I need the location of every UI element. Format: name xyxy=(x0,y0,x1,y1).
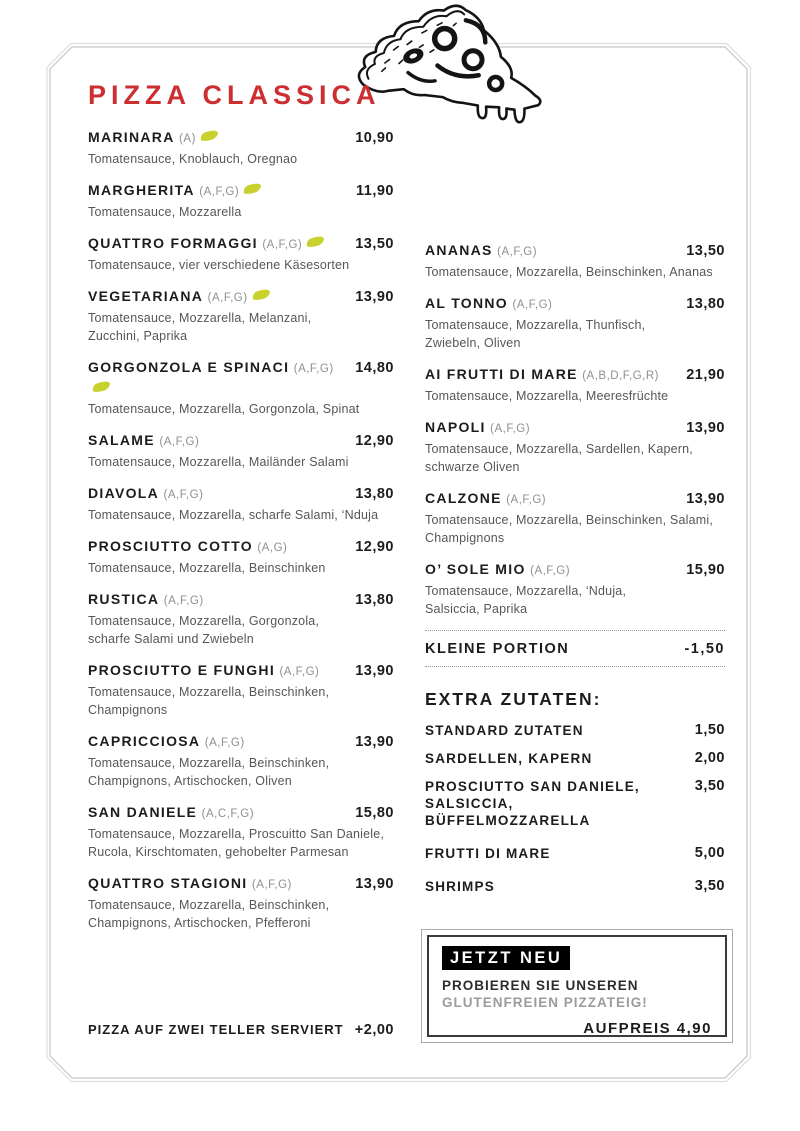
menu-item-margherita xyxy=(88,180,394,221)
item-price: 15,80 xyxy=(355,805,394,821)
item-name: QUATTRO STAGIONI xyxy=(88,875,248,891)
item-description: Tomatensauce, Mozzarella xyxy=(88,205,242,219)
item-description: Tomatensauce, Mozzarella, Gorgonzola, scharfe Salami und Zwiebeln xyxy=(88,614,320,646)
item-description: Tomatensauce, Mozzarella, Beinschinken, Champignons, Artischocken, Pfefferoni xyxy=(88,898,330,930)
item-price: 14,80 xyxy=(355,360,394,376)
extra-label: STANDARD ZUTATEN xyxy=(425,723,584,738)
item-allergens: (A,B,D,F,G,R) xyxy=(582,370,659,382)
item-description: Tomatensauce, Mozzarella, Thunfisch, Zwiebeln, Oliven xyxy=(425,318,646,350)
extra-label: FRUTTI DI MARE xyxy=(425,846,551,861)
extra-price: 3,50 xyxy=(694,778,725,794)
item-name: MARINARA xyxy=(88,129,175,145)
extra-zutaten-section xyxy=(425,689,725,895)
promo-price: AUFPREIS 4,90 xyxy=(583,1020,712,1037)
extra-price: 1,50 xyxy=(694,722,725,738)
item-description: Tomatensauce, Mozzarella, Beinschinken xyxy=(88,561,326,575)
menu-item-san-daniele xyxy=(88,802,394,861)
item-description: Tomatensauce, Mozzarella, Beinschinken, Salami, Champignons xyxy=(425,513,714,545)
item-price: 13,90 xyxy=(686,420,725,436)
item-name: SAN DANIELE xyxy=(88,804,198,820)
menu-item-vegetariana xyxy=(88,286,394,345)
menu-item-ai-frutti-di-mare xyxy=(425,364,725,405)
promo-box xyxy=(427,935,727,1037)
item-allergens: (A,F,G) xyxy=(497,246,538,258)
item-allergens: (A,G) xyxy=(257,542,288,554)
item-price: 11,90 xyxy=(356,183,394,199)
item-price: 13,90 xyxy=(355,289,394,305)
item-allergens: (A,F,G) xyxy=(490,423,531,435)
item-description: Tomatensauce, Mozzarella, Sardellen, Kapern, schwarze Oliven xyxy=(425,442,693,474)
menu-item-prosciutto-cotto xyxy=(88,536,394,577)
item-price: 15,90 xyxy=(686,562,725,578)
vegetarian-leaf-icon xyxy=(251,289,272,301)
item-name: CAPRICCIOSA xyxy=(88,733,201,749)
menu-item-capricciosa xyxy=(88,731,394,790)
menu-item-rustica xyxy=(88,589,394,648)
item-price: 13,50 xyxy=(686,243,725,259)
extra-item xyxy=(425,778,725,829)
item-description: Tomatensauce, vier verschiedene Käsesorten xyxy=(88,258,350,272)
menu-item-prosciutto-e-funghi xyxy=(88,660,394,719)
footer-label: PIZZA AUF ZWEI TELLER SERVIERT xyxy=(88,1022,344,1037)
item-description: Tomatensauce, Mozzarella, Beinschinken, Champignons, Artischocken, Oliven xyxy=(88,756,330,788)
extra-price: 2,00 xyxy=(694,750,725,766)
item-name: RUSTICA xyxy=(88,591,160,607)
extra-item xyxy=(425,878,725,895)
left-column xyxy=(88,127,394,944)
item-name: VEGETARIANA xyxy=(88,288,204,304)
promo-line1: PROBIEREN SIE UNSEREN xyxy=(442,978,639,993)
item-description: Tomatensauce, Mozzarella, Meeresfrüchte xyxy=(425,389,669,403)
menu-item-quattro-stagioni xyxy=(88,873,394,932)
item-description: Tomatensauce, Mozzarella, ‘Nduja, Salsiccia, Paprika xyxy=(425,584,627,616)
menu-item-napoli xyxy=(425,417,725,476)
item-price: 10,90 xyxy=(355,130,394,146)
item-name: PROSCIUTTO E FUNGHI xyxy=(88,662,276,678)
item-name: PROSCIUTTO COTTO xyxy=(88,538,253,554)
kleine-portion-label: KLEINE PORTION xyxy=(425,641,570,657)
promo-line2: GLUTENFREIEN PIZZATEIG! xyxy=(442,995,648,1010)
menu-item-o-sole-mio xyxy=(425,559,725,618)
item-price: 13,50 xyxy=(355,236,394,252)
item-price: 13,90 xyxy=(686,491,725,507)
item-description: Tomatensauce, Mozzarella, Beinschinken, Champignons xyxy=(88,685,330,717)
vegetarian-leaf-icon xyxy=(199,130,220,142)
menu-item-salame xyxy=(88,430,394,471)
item-description: Tomatensauce, Mozzarella, Beinschinken, Ananas xyxy=(425,265,713,279)
page-title: PIZZA CLASSICA xyxy=(88,80,381,110)
item-allergens: (A) xyxy=(179,133,196,145)
item-allergens: (A,C,F,G) xyxy=(201,808,255,820)
footer-note xyxy=(88,1022,394,1038)
item-description: Tomatensauce, Mozzarella, Mailänder Salami xyxy=(88,455,349,469)
item-name: SALAME xyxy=(88,432,155,448)
extra-price: 5,00 xyxy=(694,845,725,861)
item-name: AI FRUTTI DI MARE xyxy=(425,366,578,382)
menu-item-calzone xyxy=(425,488,725,547)
item-description: Tomatensauce, Mozzarella, Melanzani, Zucchini, Paprika xyxy=(88,311,312,343)
item-description: Tomatensauce, Mozzarella, Gorgonzola, Spinat xyxy=(88,402,360,416)
item-allergens: (A,F,G) xyxy=(279,666,320,678)
item-name: ANANAS xyxy=(425,242,493,258)
item-name: QUATTRO FORMAGGI xyxy=(88,235,258,251)
item-allergens: (A,F,G) xyxy=(251,879,292,891)
item-price: 13,90 xyxy=(355,734,394,750)
item-name: DIAVOLA xyxy=(88,485,160,501)
item-price: 13,90 xyxy=(355,876,394,892)
footer-price: +2,00 xyxy=(354,1022,394,1038)
item-allergens: (A,F,G) xyxy=(159,436,200,448)
item-price: 12,90 xyxy=(355,433,394,449)
item-price: 12,90 xyxy=(355,539,394,555)
item-allergens: (A,F,G) xyxy=(530,565,571,577)
menu-item-al-tonno xyxy=(425,293,725,352)
item-name: CALZONE xyxy=(425,490,502,506)
item-name: NAPOLI xyxy=(425,419,486,435)
item-description: Tomatensauce, Knoblauch, Oregnao xyxy=(88,152,298,166)
kleine-portion-section xyxy=(425,630,725,667)
item-name: MARGHERITA xyxy=(88,182,195,198)
vegetarian-leaf-icon xyxy=(305,236,326,248)
item-name: AL TONNO xyxy=(425,295,508,311)
item-name: GORGONZOLA E SPINACI xyxy=(88,359,290,375)
item-price: 13,80 xyxy=(355,592,394,608)
extra-label: SARDELLEN, KAPERN xyxy=(425,751,593,766)
item-allergens: (A,F,G) xyxy=(163,595,204,607)
menu-item-diavola xyxy=(88,483,394,524)
item-allergens: (A,F,G) xyxy=(204,737,245,749)
menu-item-quattro-formaggi xyxy=(88,233,394,274)
item-allergens: (A,F,G) xyxy=(506,494,547,506)
item-allergens: (A,F,G) xyxy=(293,363,334,375)
right-column xyxy=(425,240,725,906)
item-allergens: (A,F,G) xyxy=(199,186,240,198)
pizza-slice-illustration xyxy=(352,0,552,140)
item-price: 13,90 xyxy=(355,663,394,679)
extra-label: PROSCIUTTO SAN DANIELE, SALSICCIA, BÜFFELMOZZARELLA xyxy=(425,779,640,828)
item-description: Tomatensauce, Mozzarella, scharfe Salami, ‘Nduja xyxy=(88,508,379,522)
item-price: 13,80 xyxy=(686,296,725,312)
extra-label: SHRIMPS xyxy=(425,879,495,894)
item-price: 21,90 xyxy=(686,367,725,383)
extra-price: 3,50 xyxy=(694,878,725,894)
promo-badge: JETZT NEU xyxy=(442,946,570,970)
kleine-portion-price: -1,50 xyxy=(684,641,725,657)
vegetarian-leaf-icon xyxy=(242,183,263,195)
vegetarian-leaf-icon xyxy=(91,381,112,393)
extra-item xyxy=(425,750,725,767)
item-allergens: (A,F,G) xyxy=(163,489,204,501)
item-description: Tomatensauce, Mozzarella, Proscuitto San Daniele, Rucola, Kirschtomaten, gehobelter Parmesan xyxy=(88,827,385,859)
menu-item-marinara xyxy=(88,127,394,168)
menu-item-gorgonzola-e-spinaci xyxy=(88,357,394,418)
extras-heading: EXTRA ZUTATEN: xyxy=(425,689,602,709)
item-allergens: (A,F,G) xyxy=(512,299,553,311)
extra-item xyxy=(425,845,725,862)
item-price: 13,80 xyxy=(355,486,394,502)
item-allergens: (A,F,G) xyxy=(262,239,303,251)
dotted-divider xyxy=(425,666,725,667)
item-allergens: (A,F,G) xyxy=(207,292,248,304)
item-name: O’ SOLE MIO xyxy=(425,561,526,577)
menu-item-ananas xyxy=(425,240,725,281)
extra-item xyxy=(425,722,725,739)
